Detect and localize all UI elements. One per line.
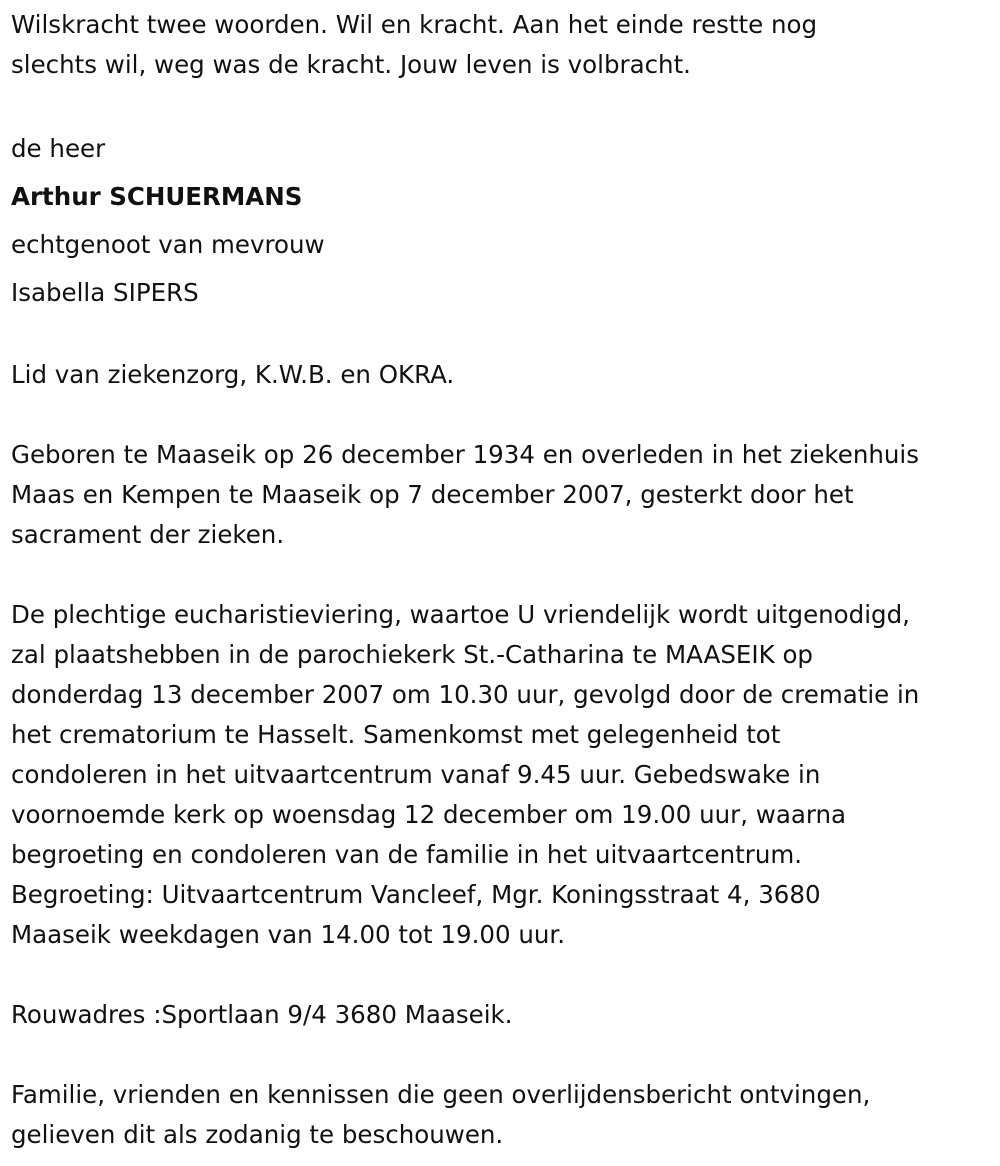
birth-death-line: Maas en Kempen te Maaseik op 7 december 2007, gesterkt door het [11, 480, 854, 509]
closing-line: Familie, vrienden en kennissen die geen overlijdensbericht ontvingen, [11, 1080, 871, 1109]
birth-death-paragraph [11, 435, 996, 555]
ceremony-line: condoleren in het uitvaartcentrum vanaf 9.45 uur. Gebedswake in [11, 760, 821, 789]
motto-paragraph [11, 5, 996, 85]
paragraph-gap [11, 85, 996, 125]
ceremony-line: Maaseik weekdagen van 14.00 tot 19.00 uur. [11, 920, 566, 949]
mourning-address: Rouwadres :Sportlaan 9/4 3680 Maaseik. [11, 1000, 513, 1029]
ceremony-line: voornoemde kerk op woensdag 12 december om 19.00 uur, waarna [11, 800, 847, 829]
ceremony-paragraph [11, 595, 996, 955]
birth-death-line: Geboren te Maaseik op 26 december 1934 en overleden in het ziekenhuis [11, 440, 919, 469]
paragraph-gap [11, 955, 996, 995]
ceremony-line: zal plaatshebben in de parochiekerk St.-Catharina te MAASEIK op [11, 640, 813, 669]
ceremony-line: De plechtige eucharistieviering, waartoe U vriendelijk wordt uitgenodigd, [11, 600, 910, 629]
paragraph-gap [11, 555, 996, 595]
ceremony-line: begroeting en condoleren van de familie in het uitvaartcentrum. [11, 840, 802, 869]
paragraph-gap [11, 1035, 996, 1075]
ceremony-line: donderdag 13 december 2007 om 10.30 uur, gevolgd door de crematie in [11, 680, 920, 709]
deceased-name: Arthur SCHUERMANS [11, 182, 303, 211]
motto-line: Wilskracht twee woorden. Wil en kracht. Aan het einde restte nog [11, 10, 818, 39]
ceremony-line: het crematorium te Hasselt. Samenkomst met gelegenheid tot [11, 720, 781, 749]
honorific: de heer [11, 134, 106, 163]
motto-line: slechts wil, weg was de kracht. Jouw leven is volbracht. [11, 50, 691, 79]
paragraph-gap [11, 395, 996, 435]
address-paragraph [11, 995, 996, 1035]
spouse-name: Isabella SIPERS [11, 278, 199, 307]
relation-text: echtgenoot van mevrouw [11, 230, 325, 259]
membership-line: Lid van ziekenzorg, K.W.B. en OKRA. [11, 360, 455, 389]
obituary-document [11, 5, 996, 1155]
paragraph-gap [11, 317, 996, 355]
closing-line: gelieven dit als zodanig te beschouwen. [11, 1120, 504, 1149]
birth-death-line: sacrament der zieken. [11, 520, 285, 549]
closing-paragraph [11, 1075, 996, 1155]
ceremony-line: Begroeting: Uitvaartcentrum Vancleef, Mgr. Koningsstraat 4, 3680 [11, 880, 821, 909]
membership-text [11, 355, 996, 395]
